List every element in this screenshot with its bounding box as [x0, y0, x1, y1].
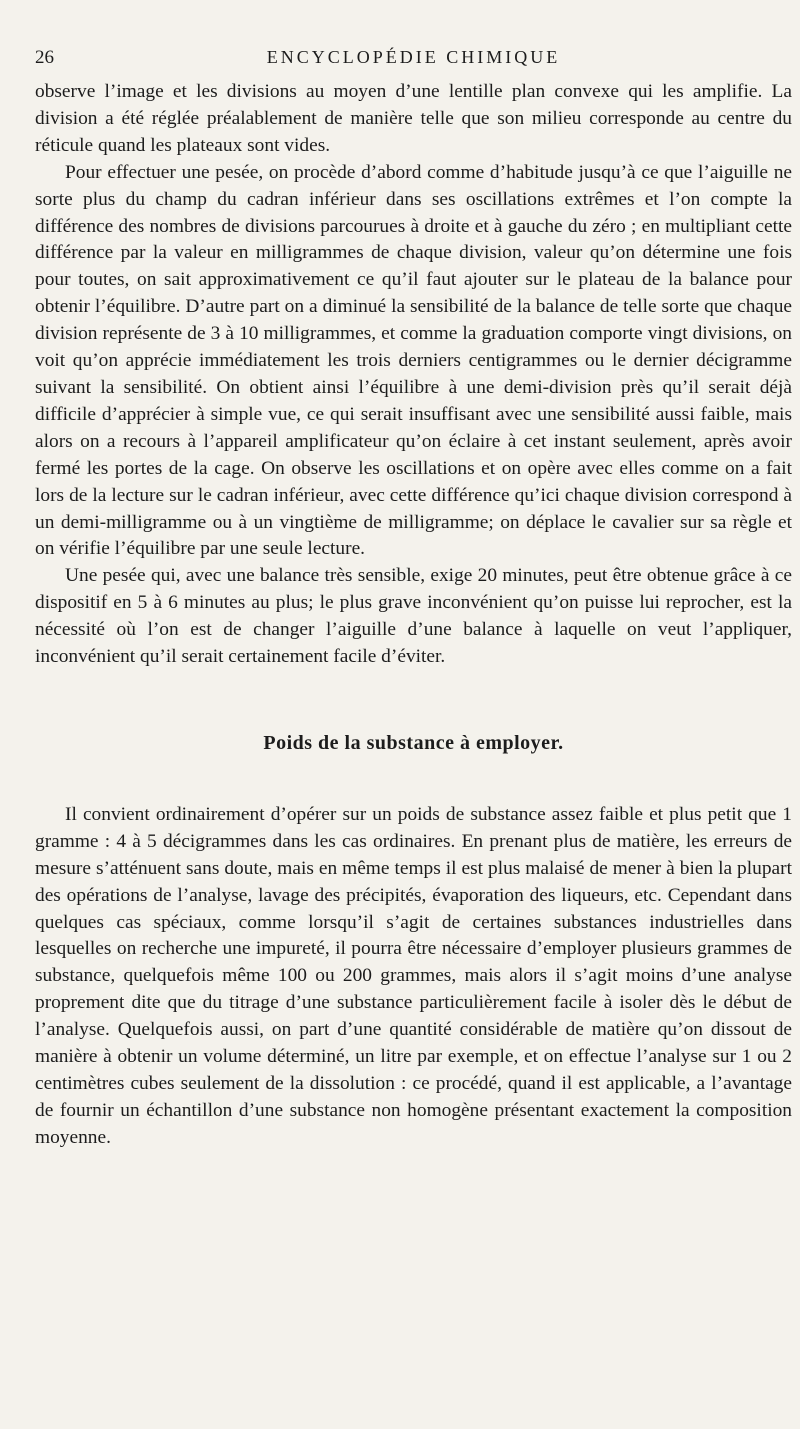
paragraph-continuation: observe l’image et les divisions au moyen d’une lentille plan convexe qui les amplifie. La division a été réglée préalablement de manière telle que son milieu corresponde au centre du réticule quand les plateaux sont vides. — [35, 81, 792, 156]
paragraph-substance-weight: Il convient ordinairement d’opérer sur un poids de substance assez faible et plus petit que 1 gramme : 4 à 5 décigrammes dans les cas ordinaires. En prenant plus de matière, les erreurs de mesure s’atténuent sans doute, mais en même temps il est plus malaisé de mener à bien la plupart des opérations de l’analyse, lavage des précipités, évaporation des liqueurs, etc. Cependant dans quelques cas spéciaux, comme lorsqu’il s’agit de certaines substances industrielles dans lesquelles on recherche une impureté, il pourra être nécessaire d’employer plusieurs grammes de substance, quelquefois même 100 ou 200 grammes, mais alors il s’agit moins d’une analyse proprement dite que du titrage d’une substance particulièrement facile à isoler dès le début de l’analyse. Quelquefois aussi, on part d’une quantité considérable de matière qu’on dissout de manière à obtenir un volume déterminé, un litre par exemple, et on effectue l’analyse sur 1 ou 2 centimètres cubes seulement de la dissolution : ce procédé, quand il est applicable, a l’avantage de fournir un échantillon d’une substance non homogène présentant exactement la composition moyenne. — [35, 803, 792, 1148]
running-head — [35, 45, 792, 79]
section-heading: Poids de la substance à employer. — [263, 731, 564, 754]
page-number: 26 — [35, 47, 54, 68]
book-page — [35, 45, 792, 1152]
paragraph-device-advantages: Une pesée qui, avec une balance très sensible, exige 20 minutes, peut être obtenue grâce à ce dispositif en 5 à 6 minutes au plus; le plus grave inconvénient qu’on puisse lui reprocher, est la nécessité où l’on est de changer l’aiguille d’une balance à laquelle on veut l’appliquer, inconvénient qu’il serait certainement facile d’éviter. — [35, 565, 792, 668]
paragraph-weighing-procedure: Pour effectuer une pesée, on procède d’abord comme d’habitude jusqu’à ce que l’aiguille ne sorte plus du champ du cadran inférieur dans ses oscillations extrêmes et l’on compte la différence des nombres de divisions parcourues à droite et à gauche du zéro ; en multipliant cette différence par la valeur en milligrammes de chaque division, valeur qu’on détermine une fois pour toutes, on sait approximativement ce qu’il faut ajouter sur le plateau de la balance pour obtenir l’équilibre. D’autre part on a diminué la sensibilité de la balance de telle sorte que chaque division représente de 3 à 10 milligrammes, et comme la graduation comporte vingt divisions, on voit qu’on apprécie immédiatement les trois derniers centigrammes ou le dernier décigramme suivant la sensibilité. On obtient ainsi l’équilibre à une demi-division près qu’il serait déjà difficile d’apprécier à simple vue, ce qui serait insuffisant avec une sensibilité aussi faible, mais alors on a recours à l’appareil amplificateur qu’on éclaire à cet instant seulement, après avoir fermé les portes de la cage. On observe les oscillations et on opère avec elles comme on a fait lors de la lecture sur le cadran inférieur, avec cette différence qu’ici chaque division correspond à un demi-milligramme ou à un vingtième de milligramme; on déplace le cavalier sur sa règle et on vérifie l’équilibre par une seule lecture. — [35, 161, 792, 560]
running-title: ENCYCLOPÉDIE CHIMIQUE — [266, 47, 561, 67]
